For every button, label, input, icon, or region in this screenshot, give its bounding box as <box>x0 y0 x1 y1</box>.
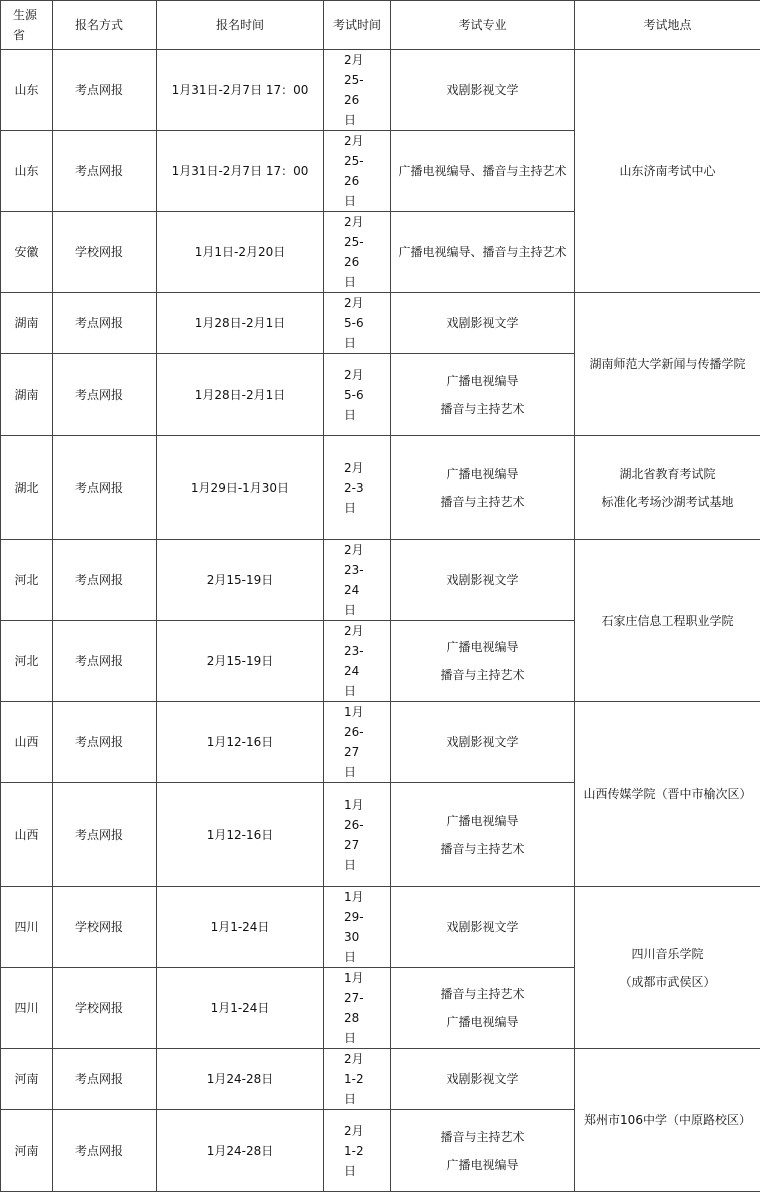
major-cell <box>391 1049 575 1110</box>
major-line: 戏剧影视文学 <box>395 732 570 752</box>
method-cell: 学校网报 <box>53 887 157 968</box>
exam-time-cell: 1月26-27日 <box>324 783 391 887</box>
header-method: 报名方式 <box>53 1 157 50</box>
major-line: 播音与主持艺术 <box>395 839 570 859</box>
location-line: 山西传媒学院（晋中市榆次区） <box>579 784 756 804</box>
major-cell <box>391 50 575 131</box>
exam-time-cell: 2月5-6日 <box>324 354 391 436</box>
method-cell: 考点网报 <box>53 50 157 131</box>
method-cell: 考点网报 <box>53 540 157 621</box>
reg-time-cell: 2月15-19日 <box>157 540 324 621</box>
major-line: 戏剧影视文学 <box>395 313 570 333</box>
exam-time-cell: 2月25-26日 <box>324 212 391 293</box>
reg-time-cell: 1月31日-2月7日 17：00 <box>157 50 324 131</box>
location-line: 四川音乐学院 <box>579 944 756 964</box>
major-line: 广播电视编导、播音与主持艺术 <box>395 161 570 181</box>
location-line: 郑州市106中学（中原路校区） <box>579 1110 756 1130</box>
major-line: 戏剧影视文学 <box>395 570 570 590</box>
reg-time-cell: 1月31日-2月7日 17：00 <box>157 131 324 212</box>
major-cell <box>391 131 575 212</box>
exam-time-cell: 2月5-6日 <box>324 293 391 354</box>
exam-time-cell: 2月2-3日 <box>324 436 391 540</box>
province-cell: 山西 <box>1 783 53 887</box>
method-cell: 考点网报 <box>53 702 157 783</box>
province-cell: 山东 <box>1 131 53 212</box>
header-major: 考试专业 <box>391 1 575 50</box>
province-cell: 湖南 <box>1 293 53 354</box>
reg-time-cell: 1月12-16日 <box>157 783 324 887</box>
table-row <box>1 50 760 131</box>
province-cell: 河北 <box>1 621 53 702</box>
province-cell: 河南 <box>1 1110 53 1192</box>
header-province: 生源省 <box>1 1 53 50</box>
province-cell: 湖北 <box>1 436 53 540</box>
major-line: 播音与主持艺术 <box>395 665 570 685</box>
exam-time-cell: 1月26-27日 <box>324 702 391 783</box>
reg-time-cell: 1月29日-1月30日 <box>157 436 324 540</box>
reg-time-cell: 1月1-24日 <box>157 968 324 1049</box>
major-line: 广播电视编导 <box>395 1155 570 1175</box>
header-location: 考试地点 <box>575 1 760 50</box>
province-cell: 河北 <box>1 540 53 621</box>
province-cell: 四川 <box>1 968 53 1049</box>
exam-time-cell: 2月23-24日 <box>324 540 391 621</box>
major-line: 广播电视编导 <box>395 811 570 831</box>
major-line: 广播电视编导 <box>395 637 570 657</box>
exam-time-cell: 2月25-26日 <box>324 131 391 212</box>
major-cell <box>391 702 575 783</box>
major-line: 播音与主持艺术 <box>395 1127 570 1147</box>
major-cell <box>391 968 575 1049</box>
major-line: 广播电视编导 <box>395 1012 570 1032</box>
reg-time-cell: 1月24-28日 <box>157 1049 324 1110</box>
method-cell: 考点网报 <box>53 354 157 436</box>
table-row <box>1 1049 760 1110</box>
reg-time-cell: 1月24-28日 <box>157 1110 324 1192</box>
table-row <box>1 540 760 621</box>
reg-time-cell: 1月28日-2月1日 <box>157 293 324 354</box>
province-cell: 河南 <box>1 1049 53 1110</box>
method-cell: 考点网报 <box>53 1110 157 1192</box>
major-cell <box>391 540 575 621</box>
method-cell: 考点网报 <box>53 1049 157 1110</box>
header-reg-time: 报名时间 <box>157 1 324 50</box>
major-line: 广播电视编导、播音与主持艺术 <box>395 242 570 262</box>
major-cell <box>391 354 575 436</box>
major-cell <box>391 436 575 540</box>
location-line: 标准化考场沙湖考试基地 <box>579 492 756 512</box>
major-line: 播音与主持艺术 <box>395 984 570 1004</box>
major-cell <box>391 887 575 968</box>
province-cell: 安徽 <box>1 212 53 293</box>
location-line: （成都市武侯区） <box>579 972 756 992</box>
major-cell <box>391 621 575 702</box>
location-cell <box>575 540 760 702</box>
method-cell: 学校网报 <box>53 212 157 293</box>
major-cell <box>391 212 575 293</box>
table-row <box>1 436 760 540</box>
exam-time-cell: 2月25-26日 <box>324 50 391 131</box>
location-cell <box>575 702 760 887</box>
location-line: 山东济南考试中心 <box>579 161 756 181</box>
method-cell: 学校网报 <box>53 968 157 1049</box>
exam-time-cell: 1月29-30日 <box>324 887 391 968</box>
method-cell: 考点网报 <box>53 293 157 354</box>
major-line: 戏剧影视文学 <box>395 917 570 937</box>
exam-time-cell: 2月23-24日 <box>324 621 391 702</box>
major-line: 广播电视编导 <box>395 464 570 484</box>
method-cell: 考点网报 <box>53 131 157 212</box>
method-cell: 考点网报 <box>53 436 157 540</box>
location-line: 石家庄信息工程职业学院 <box>579 611 756 631</box>
table-body <box>1 50 760 1192</box>
reg-time-cell: 1月12-16日 <box>157 702 324 783</box>
major-line: 戏剧影视文学 <box>395 80 570 100</box>
location-line: 湖南师范大学新闻与传播学院 <box>579 354 756 374</box>
exam-time-cell: 1月27-28日 <box>324 968 391 1049</box>
location-cell <box>575 436 760 540</box>
table-row <box>1 702 760 783</box>
major-line: 播音与主持艺术 <box>395 492 570 512</box>
major-line: 广播电视编导 <box>395 371 570 391</box>
location-cell <box>575 50 760 293</box>
province-cell: 湖南 <box>1 354 53 436</box>
province-cell: 山东 <box>1 50 53 131</box>
location-cell <box>575 293 760 436</box>
table-row <box>1 293 760 354</box>
header-row <box>1 1 760 50</box>
major-line: 戏剧影视文学 <box>395 1069 570 1089</box>
location-cell <box>575 1049 760 1192</box>
exam-time-cell: 2月1-2日 <box>324 1110 391 1192</box>
major-line: 播音与主持艺术 <box>395 399 570 419</box>
location-line: 湖北省教育考试院 <box>579 464 756 484</box>
reg-time-cell: 1月1-24日 <box>157 887 324 968</box>
method-cell: 考点网报 <box>53 621 157 702</box>
reg-time-cell: 2月15-19日 <box>157 621 324 702</box>
major-cell <box>391 783 575 887</box>
exam-time-cell: 2月1-2日 <box>324 1049 391 1110</box>
header-exam-time: 考试时间 <box>324 1 391 50</box>
reg-time-cell: 1月28日-2月1日 <box>157 354 324 436</box>
table-row <box>1 887 760 968</box>
province-cell: 山西 <box>1 702 53 783</box>
major-cell <box>391 1110 575 1192</box>
major-cell <box>391 293 575 354</box>
reg-time-cell: 1月1日-2月20日 <box>157 212 324 293</box>
location-cell <box>575 887 760 1049</box>
method-cell: 考点网报 <box>53 783 157 887</box>
province-cell: 四川 <box>1 887 53 968</box>
